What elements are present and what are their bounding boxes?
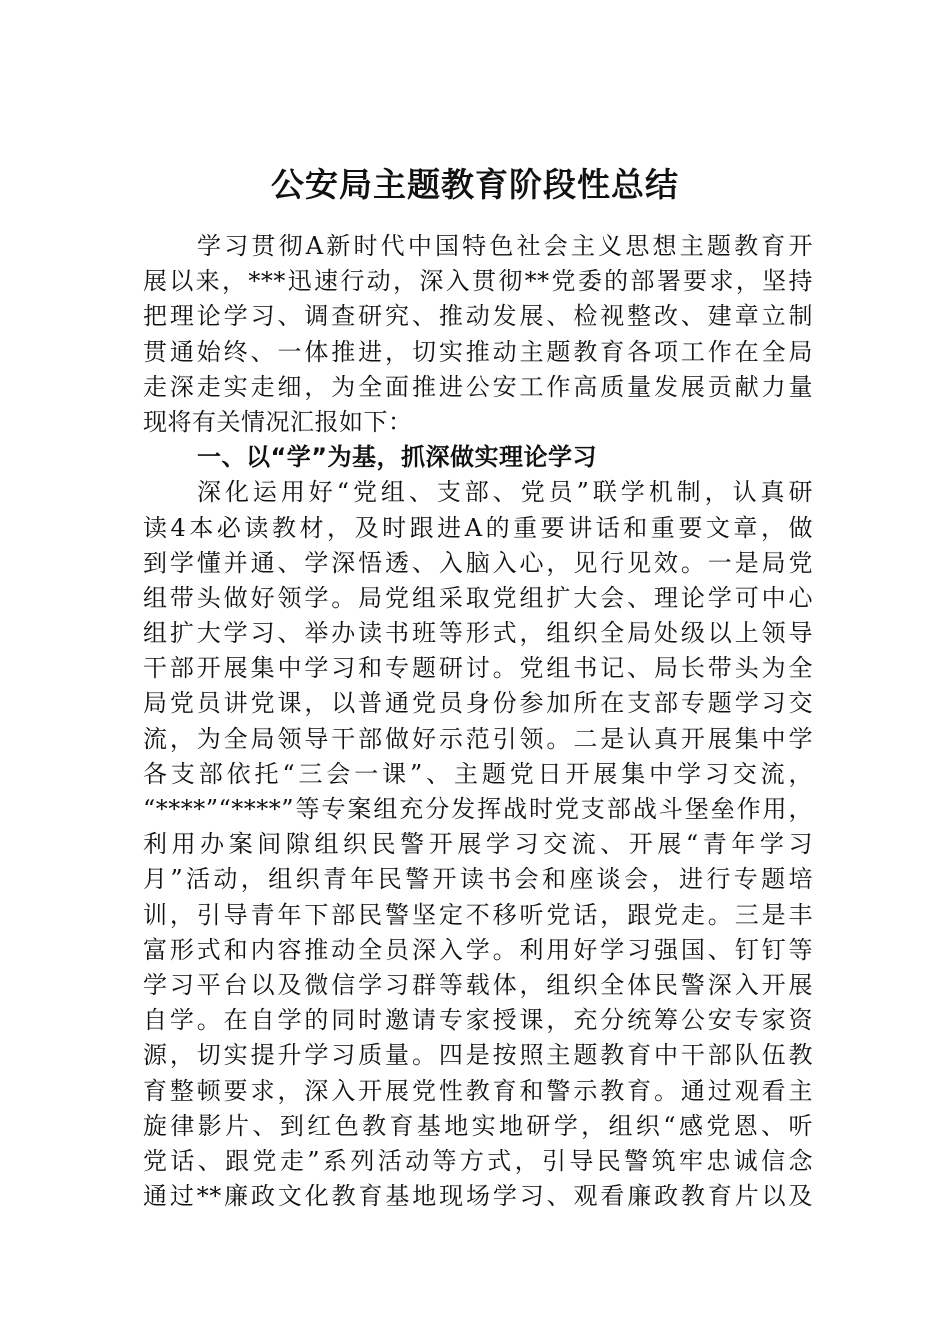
body-line: 各支部依托“三会一课”、主题党日开展集中学习交流， — [143, 759, 813, 788]
body-line: 流，为全局领导干部做好示范引领。二是认真开展集中学 — [143, 724, 813, 753]
body-line: 党话、跟党走”系列活动等方式，引导民警筑牢忠诚信念 — [143, 1146, 813, 1175]
body-line: 富形式和内容推动全员深入学。利用好学习强国、钉钉等 — [143, 935, 813, 964]
body-line: 训，引导青年下部民警坚定不移听党话，跟党走。三是丰 — [143, 900, 813, 929]
body-line: 局党员讲党课，以普通党员身份参加所在支部专题学习交 — [143, 689, 813, 718]
paragraph-last-line: 现将有关情况汇报如下： — [143, 407, 413, 436]
document-title: 公安局主题教育阶段性总结 — [271, 165, 679, 204]
body-line: 月”活动，组织青年民警开读书会和座谈会，进行专题培 — [143, 865, 813, 894]
body-line: 把理论学习、调查研究、推动发展、检视整改、建章立制 — [143, 302, 813, 331]
body-line: 干部开展集中学习和专题研讨。党组书记、局长带头为全 — [143, 654, 813, 683]
body-line: 到学懂并通、学深悟透、入脑入心，见行见效。一是局党 — [143, 548, 813, 577]
body-line: 贯通始终、一体推进，切实推动主题教育各项工作在全局 — [143, 337, 813, 366]
body-line: 通过**廉政文化教育基地现场学习、观看廉政教育片以及 — [143, 1182, 813, 1211]
body-line: 读4本必读教材，及时跟进A的重要讲话和重要文章，做 — [143, 513, 813, 542]
body-line: 学习平台以及微信学习群等载体，组织全体民警深入开展 — [143, 970, 813, 999]
paragraph-first-line: 深化运用好“党组、支部、党员”联学机制，认真研 — [197, 478, 813, 507]
body-line: 组带头做好领学。局党组采取党组扩大会、理论学可中心 — [143, 583, 813, 612]
body-line: 旋律影片、到红色教育基地实地研学，组织“感党恩、听 — [143, 1111, 813, 1140]
body-line: “****”“****”等专案组充分发挥战时党支部战斗堡垒作用， — [143, 795, 813, 823]
document-body — [143, 229, 813, 1214]
body-line: 育整顿要求，深入开展党性教育和警示教育。通过观看主 — [143, 1076, 813, 1105]
body-line: 组扩大学习、举办读书班等形式，组织全局处级以上领导 — [143, 619, 813, 648]
body-line: 走深走实走细，为全面推进公安工作高质量发展贡献力量 — [143, 372, 813, 401]
body-line: 自学。在自学的同时邀请专家授课，充分统筹公安专家资 — [143, 1006, 813, 1035]
body-line: 源，切实提升学习质量。四是按照主题教育中干部队伍教 — [143, 1041, 813, 1070]
section-heading: 一、以“学”为基，抓深做实理论学习 — [197, 443, 598, 472]
paragraph-first-line: 学习贯彻A新时代中国特色社会主义思想主题教育开 — [197, 232, 813, 260]
body-line: 利用办案间隙组织民警开展学习交流、开展“青年学习 — [143, 830, 813, 859]
body-line: 展以来，***迅速行动，深入贯彻**党委的部署要求，坚持 — [143, 267, 813, 296]
